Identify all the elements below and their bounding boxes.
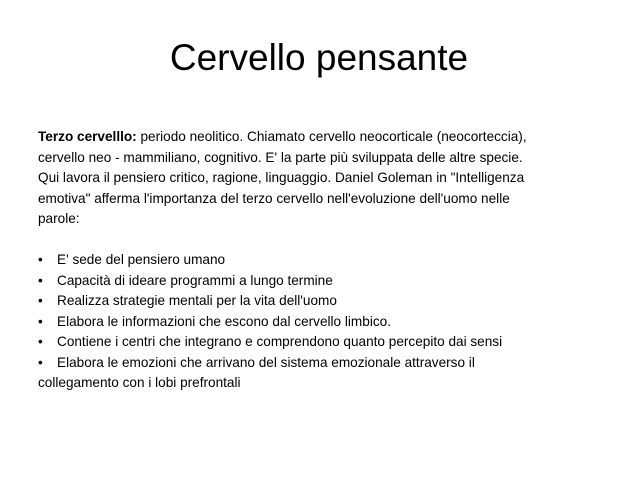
intro-text-1: periodo neolitico. Chiamato cervello neocorticale (neocorteccia), (136, 129, 527, 144)
intro-line-3: Qui lavora il pensiero critico, ragione, linguaggio. Daniel Goleman in "Intelligenza (38, 170, 525, 185)
intro-line-5: parole: (38, 211, 80, 226)
intro-line-2: cervello neo - mammiliano, cognitivo. E' la parte più sviluppata delle altre specie. (38, 149, 523, 165)
bullet-dot: • (38, 272, 43, 288)
bullet-item (38, 353, 608, 374)
bullet-text: Elabora le emozioni che arrivano del sistema emozionale attraverso il (57, 354, 475, 370)
slide-body (38, 127, 608, 394)
bullet-dot: • (38, 334, 43, 349)
intro-label: Terzo cervelllo: (38, 129, 137, 144)
bullet-dot: • (38, 252, 43, 267)
bullet-item (38, 271, 608, 292)
bullet-item (38, 250, 608, 271)
bullet-dot: • (38, 293, 43, 308)
bullet-continuation: collegamento con i lobi prefrontali (38, 375, 241, 390)
bullet-text: Realizza strategie mentali per la vita dell'uomo (57, 293, 337, 308)
bullet-item (38, 291, 608, 312)
bullet-dot: • (38, 354, 43, 370)
intro-line-4: emotiva" afferma l'importanza del terzo cervello nell'evoluzione dell'uomo nelle (38, 190, 510, 206)
bullet-text: Capacità di ideare programmi a lungo termine (57, 272, 333, 288)
slide-title: Cervello pensante (169, 37, 469, 78)
bullet-dot: • (38, 313, 43, 329)
bullet-text: Contiene i centri che integrano e comprendono quanto percepito dai sensi (57, 334, 503, 349)
bullet-item (38, 332, 608, 353)
bullet-item (38, 312, 608, 333)
bullet-text: Elabora le informazioni che escono dal cervello limbico. (57, 313, 391, 329)
intro-line-1 (38, 127, 608, 148)
spacer (38, 230, 608, 251)
bullet-text: E' sede del pensiero umano (57, 252, 226, 267)
